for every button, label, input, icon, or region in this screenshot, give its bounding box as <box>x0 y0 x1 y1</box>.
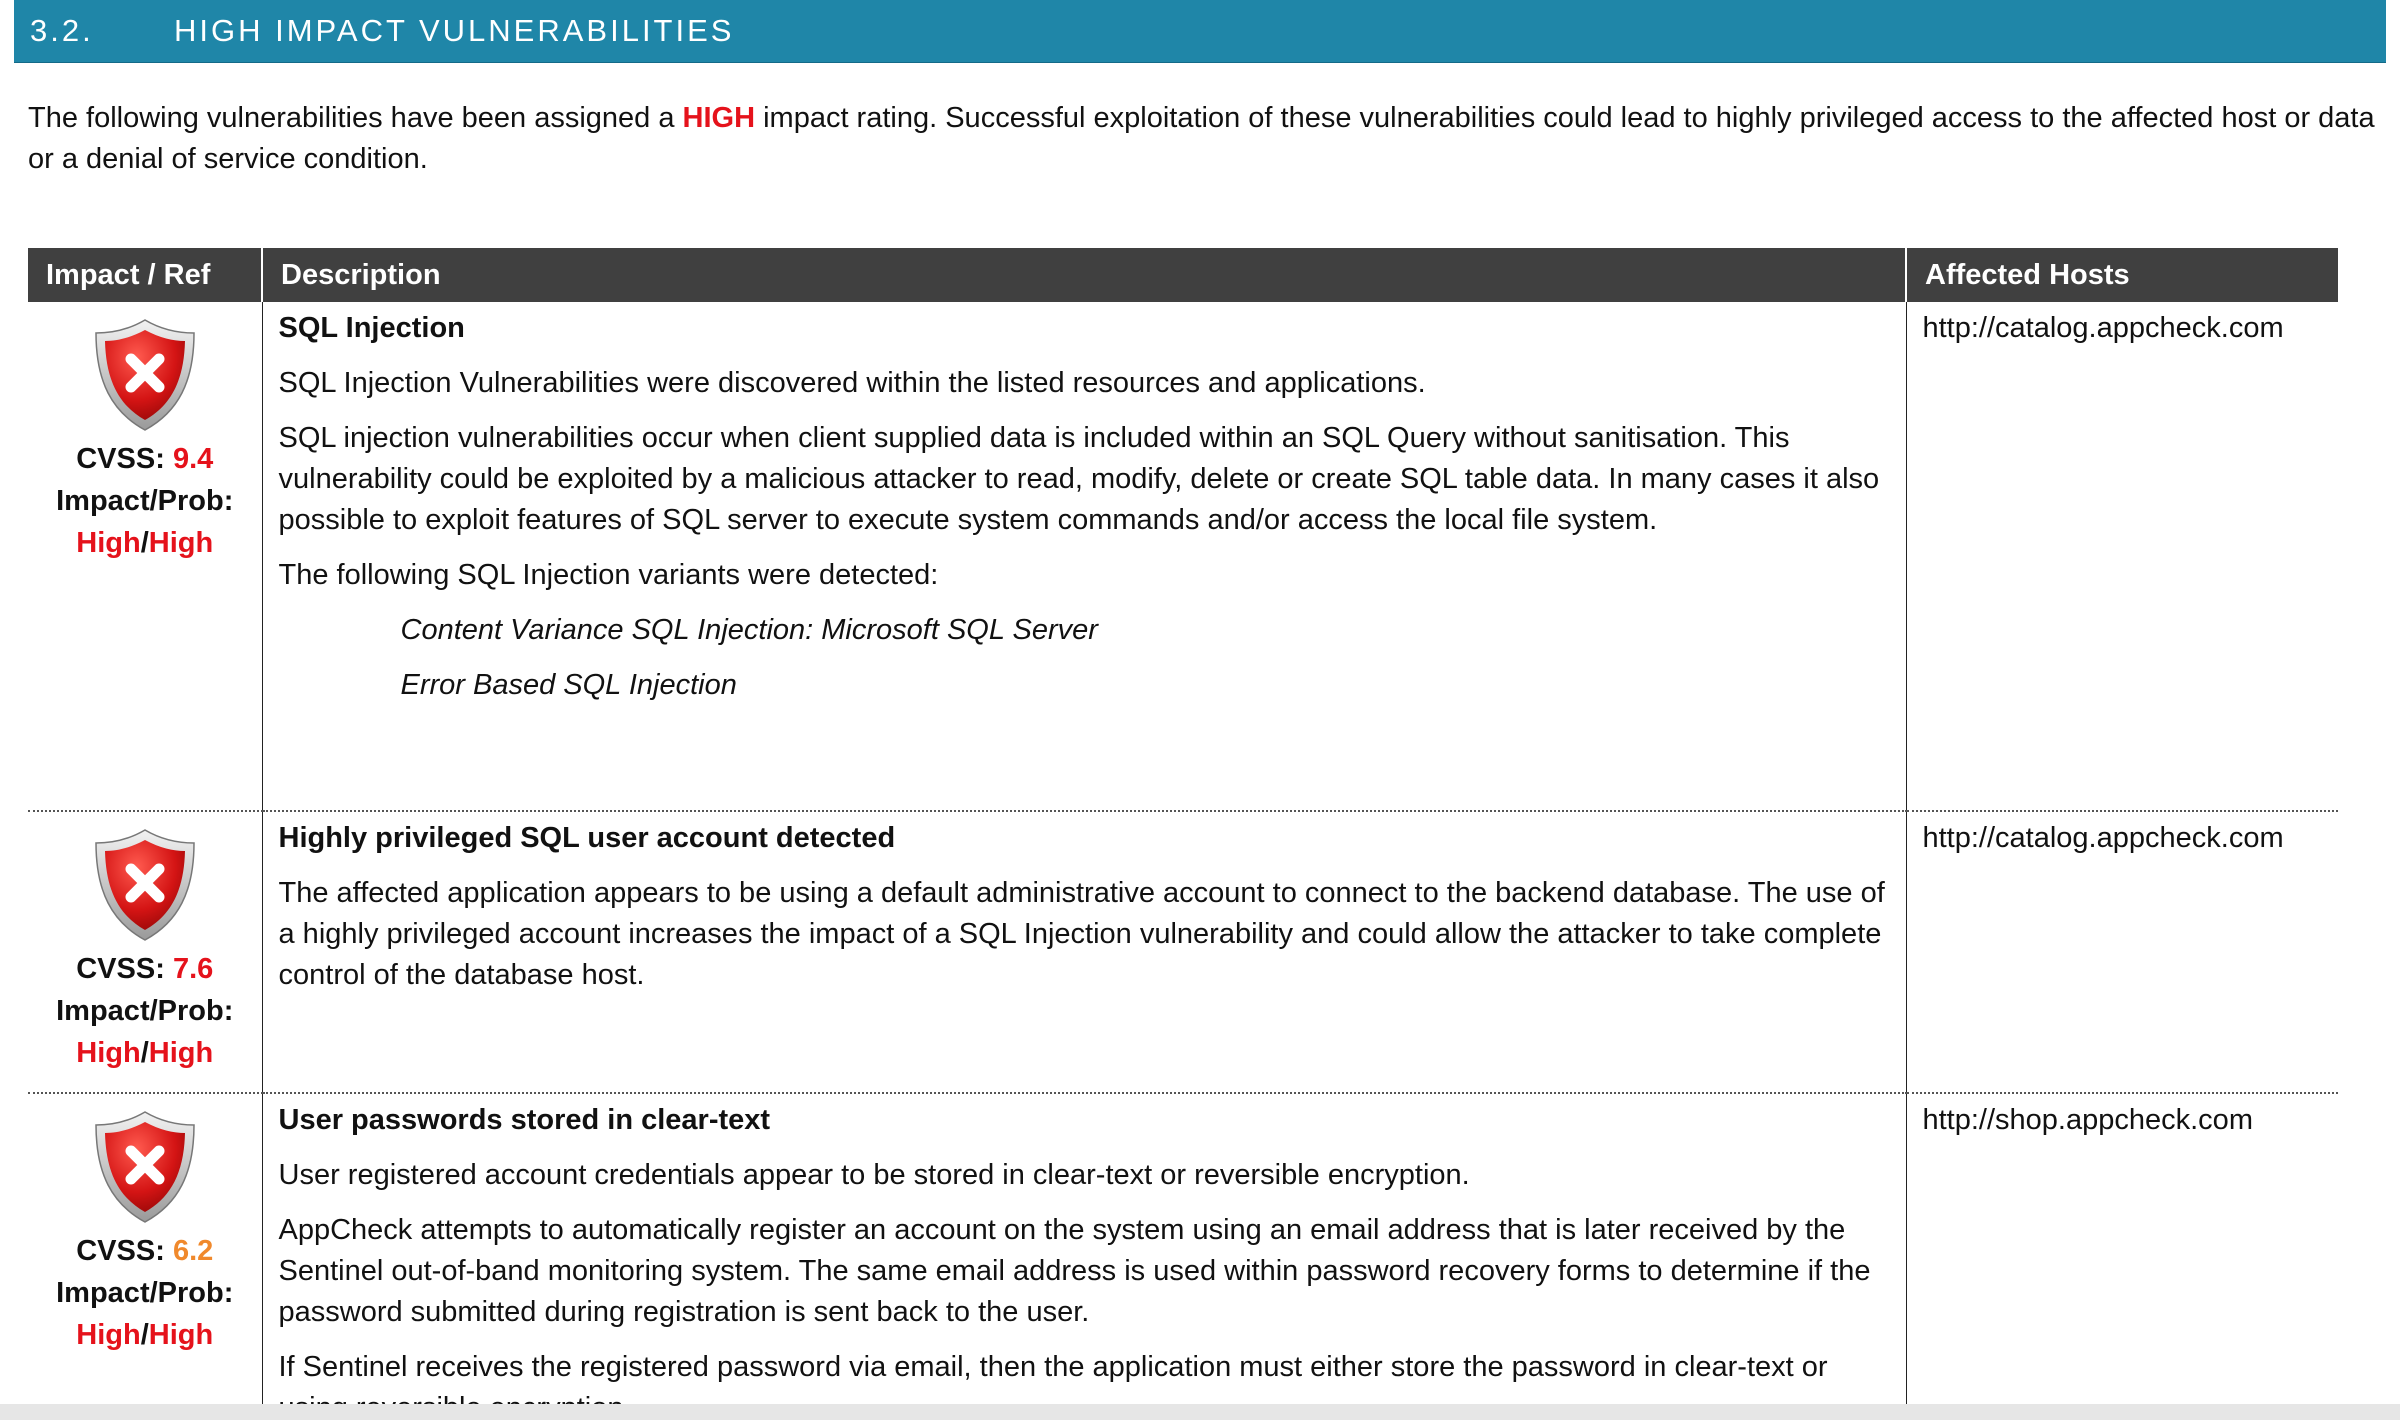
impact-prob-values <box>28 1314 262 1356</box>
impact-value: High <box>76 1319 141 1351</box>
description-paragraph: The following SQL Injection variants were detected: <box>278 559 939 591</box>
impact-ref-cell <box>28 302 262 811</box>
sql-variant-item: Error Based SQL Injection <box>400 669 737 701</box>
prob-value: High <box>148 1319 214 1351</box>
section-header <box>14 0 2386 63</box>
cvss-line <box>28 948 262 990</box>
red-shield-x-icon <box>90 826 200 944</box>
vulnerability-table <box>28 248 2338 1420</box>
prob-value: High <box>148 527 214 559</box>
affected-hosts-cell <box>1906 302 2338 811</box>
description-paragraph: SQL injection vulnerabilities occur when client supplied data is included within an SQL Query without sanitisation. This vulnerability could be exploited by a malicious attacker to read, modify, delete or create SQL table data. In many cases it also possible to exploit features of SQL server to execute system commands and/or access the local file system. <box>278 422 1880 536</box>
prob-value: High <box>148 1037 214 1069</box>
table-row <box>28 811 2338 1093</box>
table-row <box>28 1093 2338 1420</box>
impact-prob-label: Impact/Prob: <box>56 1277 234 1309</box>
impact-prob-separator: / <box>140 1319 149 1351</box>
cvss-label: CVSS: <box>76 443 165 475</box>
intro-text-after: impact rating. Successful exploitation of these vulnerabilities could lead to highly privileged access to the affected host or data or a denial of service condition. <box>28 102 2375 175</box>
impact-prob-label: Impact/Prob: <box>56 995 234 1027</box>
header-affected-hosts: Affected Hosts <box>1906 248 2338 302</box>
cvss-score: 7.6 <box>172 953 214 985</box>
description-cell <box>262 1093 1906 1420</box>
vulnerability-title: SQL Injection <box>278 312 465 344</box>
cvss-line <box>28 438 262 480</box>
cvss-label: CVSS: <box>76 953 165 985</box>
description-paragraph: The affected application appears to be using a default administrative account to connect to the backend database. The use of a highly privileged account increases the impact of a SQL Injection vulnerability and could allow the attacker to take complete control of the database host. <box>278 877 1885 991</box>
impact-prob-separator: / <box>140 1037 149 1069</box>
cvss-score: 6.2 <box>172 1235 214 1267</box>
red-shield-x-icon <box>90 316 200 434</box>
affected-host-link[interactable]: http://shop.appcheck.com <box>1922 1104 2253 1136</box>
impact-prob-values <box>28 1032 262 1074</box>
affected-hosts-cell <box>1906 1093 2338 1420</box>
red-shield-x-icon <box>90 1108 200 1226</box>
header-description: Description <box>262 248 1906 302</box>
intro-highlight: HIGH <box>682 102 756 134</box>
vulnerability-title: User passwords stored in clear-text <box>278 1104 771 1136</box>
table-row <box>28 302 2338 811</box>
impact-ref-cell <box>28 811 262 1093</box>
impact-ref-cell <box>28 1093 262 1420</box>
impact-prob-separator: / <box>140 527 149 559</box>
affected-host-link[interactable]: http://catalog.appcheck.com <box>1922 822 2284 854</box>
description-cell <box>262 811 1906 1093</box>
intro-paragraph <box>28 98 2378 180</box>
description-paragraph: User registered account credentials appear to be stored in clear-text or reversible encryption. <box>278 1159 1470 1191</box>
impact-prob-values <box>28 522 262 564</box>
impact-value: High <box>76 1037 141 1069</box>
cvss-line <box>28 1230 262 1272</box>
affected-hosts-cell <box>1906 811 2338 1093</box>
bottom-scroll-bar[interactable] <box>0 1404 2400 1420</box>
header-impact-ref: Impact / Ref <box>28 248 262 302</box>
intro-text-before: The following vulnerabilities have been assigned a <box>28 102 683 134</box>
impact-value: High <box>76 527 141 559</box>
vulnerability-title: Highly privileged SQL user account detected <box>278 822 896 854</box>
description-paragraph: If Sentinel receives the registered password via email, then the application must either store the password in clear-text or <box>278 1351 1828 1383</box>
section-title: HIGH IMPACT VULNERABILITIES <box>174 13 735 48</box>
table-header-row <box>28 248 2338 302</box>
cvss-score: 9.4 <box>172 443 214 475</box>
description-paragraph: AppCheck attempts to automatically register an account on the system using an email address that is later received by the Sentinel out-of-band monitoring system. The same email address is used within password recovery forms to determine if the password submitted during registration is sent back to the user. <box>278 1214 1871 1328</box>
sql-variant-item: Content Variance SQL Injection: Microsoft SQL Server <box>400 614 1098 646</box>
impact-prob-label: Impact/Prob: <box>56 485 234 517</box>
cvss-label: CVSS: <box>76 1235 165 1267</box>
section-number: 3.2. <box>30 13 94 48</box>
affected-host-link[interactable]: http://catalog.appcheck.com <box>1922 312 2284 344</box>
description-paragraph: SQL Injection Vulnerabilities were discovered within the listed resources and applications. <box>278 367 1426 399</box>
description-cell <box>262 302 1906 811</box>
